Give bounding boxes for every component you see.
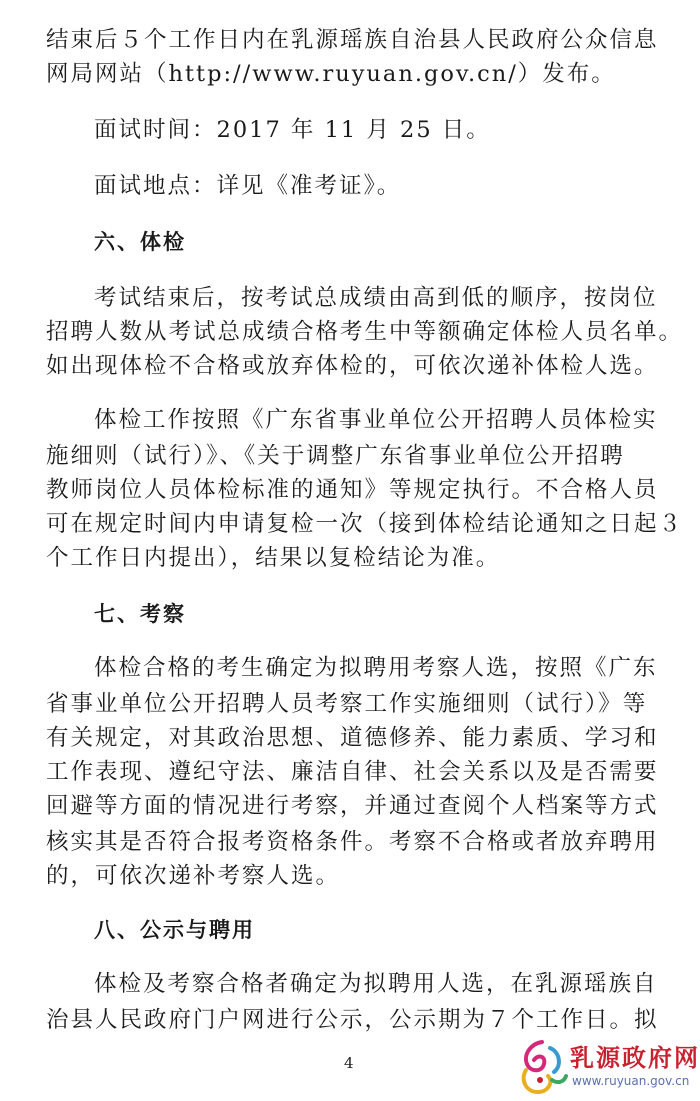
section-heading-publicity-employment: 八、公示与聘用 xyxy=(94,918,255,942)
text-line: 招聘人数从考试总成绩合格考生中等额确定体检人员名单。 xyxy=(46,319,684,345)
text-line: 网局网站（http://www.ruyuan.gov.cn/）发布。 xyxy=(46,61,616,87)
page-number: 4 xyxy=(344,1054,354,1072)
text-line: 体检工作按照《广东省事业单位公开招聘人员体检实 xyxy=(94,407,658,433)
text-line: 可在规定时间内申请复检一次（接到体检结论通知之日起３ xyxy=(46,511,684,537)
text-line: 治县人民政府门户网进行公示，公示期为７个工作日。拟 xyxy=(46,1007,659,1033)
text-line: 教师岗位人员体检标准的通知》等规定执行。不合格人员 xyxy=(46,477,659,503)
text-line: 体检合格的考生确定为拟聘用考察人选，按照《广东 xyxy=(94,655,658,681)
text-line: 体检及考察合格者确定为拟聘用人选，在乳源瑶族自 xyxy=(94,971,658,997)
text-line: 结束后５个工作日内在乳源瑶族自治县人民政府公众信息 xyxy=(46,27,659,53)
text-line: 回避等方面的情况进行考察，并通过查阅个人档案等方式 xyxy=(46,793,659,819)
text-line: 面试地点：详见《准考证》。 xyxy=(94,173,402,199)
text-line: 工作表现、遵纪守法、廉洁自律、社会关系以及是否需要 xyxy=(46,759,659,785)
text-line: 的，可依次递补考察人选。 xyxy=(46,863,341,889)
text-line: 如出现体检不合格或放弃体检的，可依次递补体检人选。 xyxy=(46,353,659,379)
text-line: 省事业单位公开招聘人员考察工作实施细则（试行）》等 xyxy=(46,691,648,717)
text-line: 施细则（试行）》、《关于调整广东省事业单位公开招聘 xyxy=(46,443,625,469)
section-heading-physical-exam: 六、体检 xyxy=(94,230,186,254)
text-line: 核实其是否符合报考资格条件。考察不合格或者放弃聘用 xyxy=(46,829,659,855)
ruyuan-logo-icon xyxy=(512,1036,572,1098)
text-line: 个工作日内提出），结果以复检结论为准。 xyxy=(46,545,501,571)
text-line: 有关规定，对其政治思想、道德修养、能力素质、学习和 xyxy=(46,725,659,751)
text-line: 面试时间：2017 年 11 月 25 日。 xyxy=(94,117,491,143)
text-line: 考试结束后，按考试总成绩由高到低的顺序，按岗位 xyxy=(94,285,658,311)
section-heading-inspection: 七、考察 xyxy=(94,602,186,626)
watermark-url: www.ruyuan.gov.cn xyxy=(572,1074,690,1088)
watermark-title: 乳源政府网 xyxy=(570,1043,700,1072)
site-watermark xyxy=(512,1036,698,1098)
